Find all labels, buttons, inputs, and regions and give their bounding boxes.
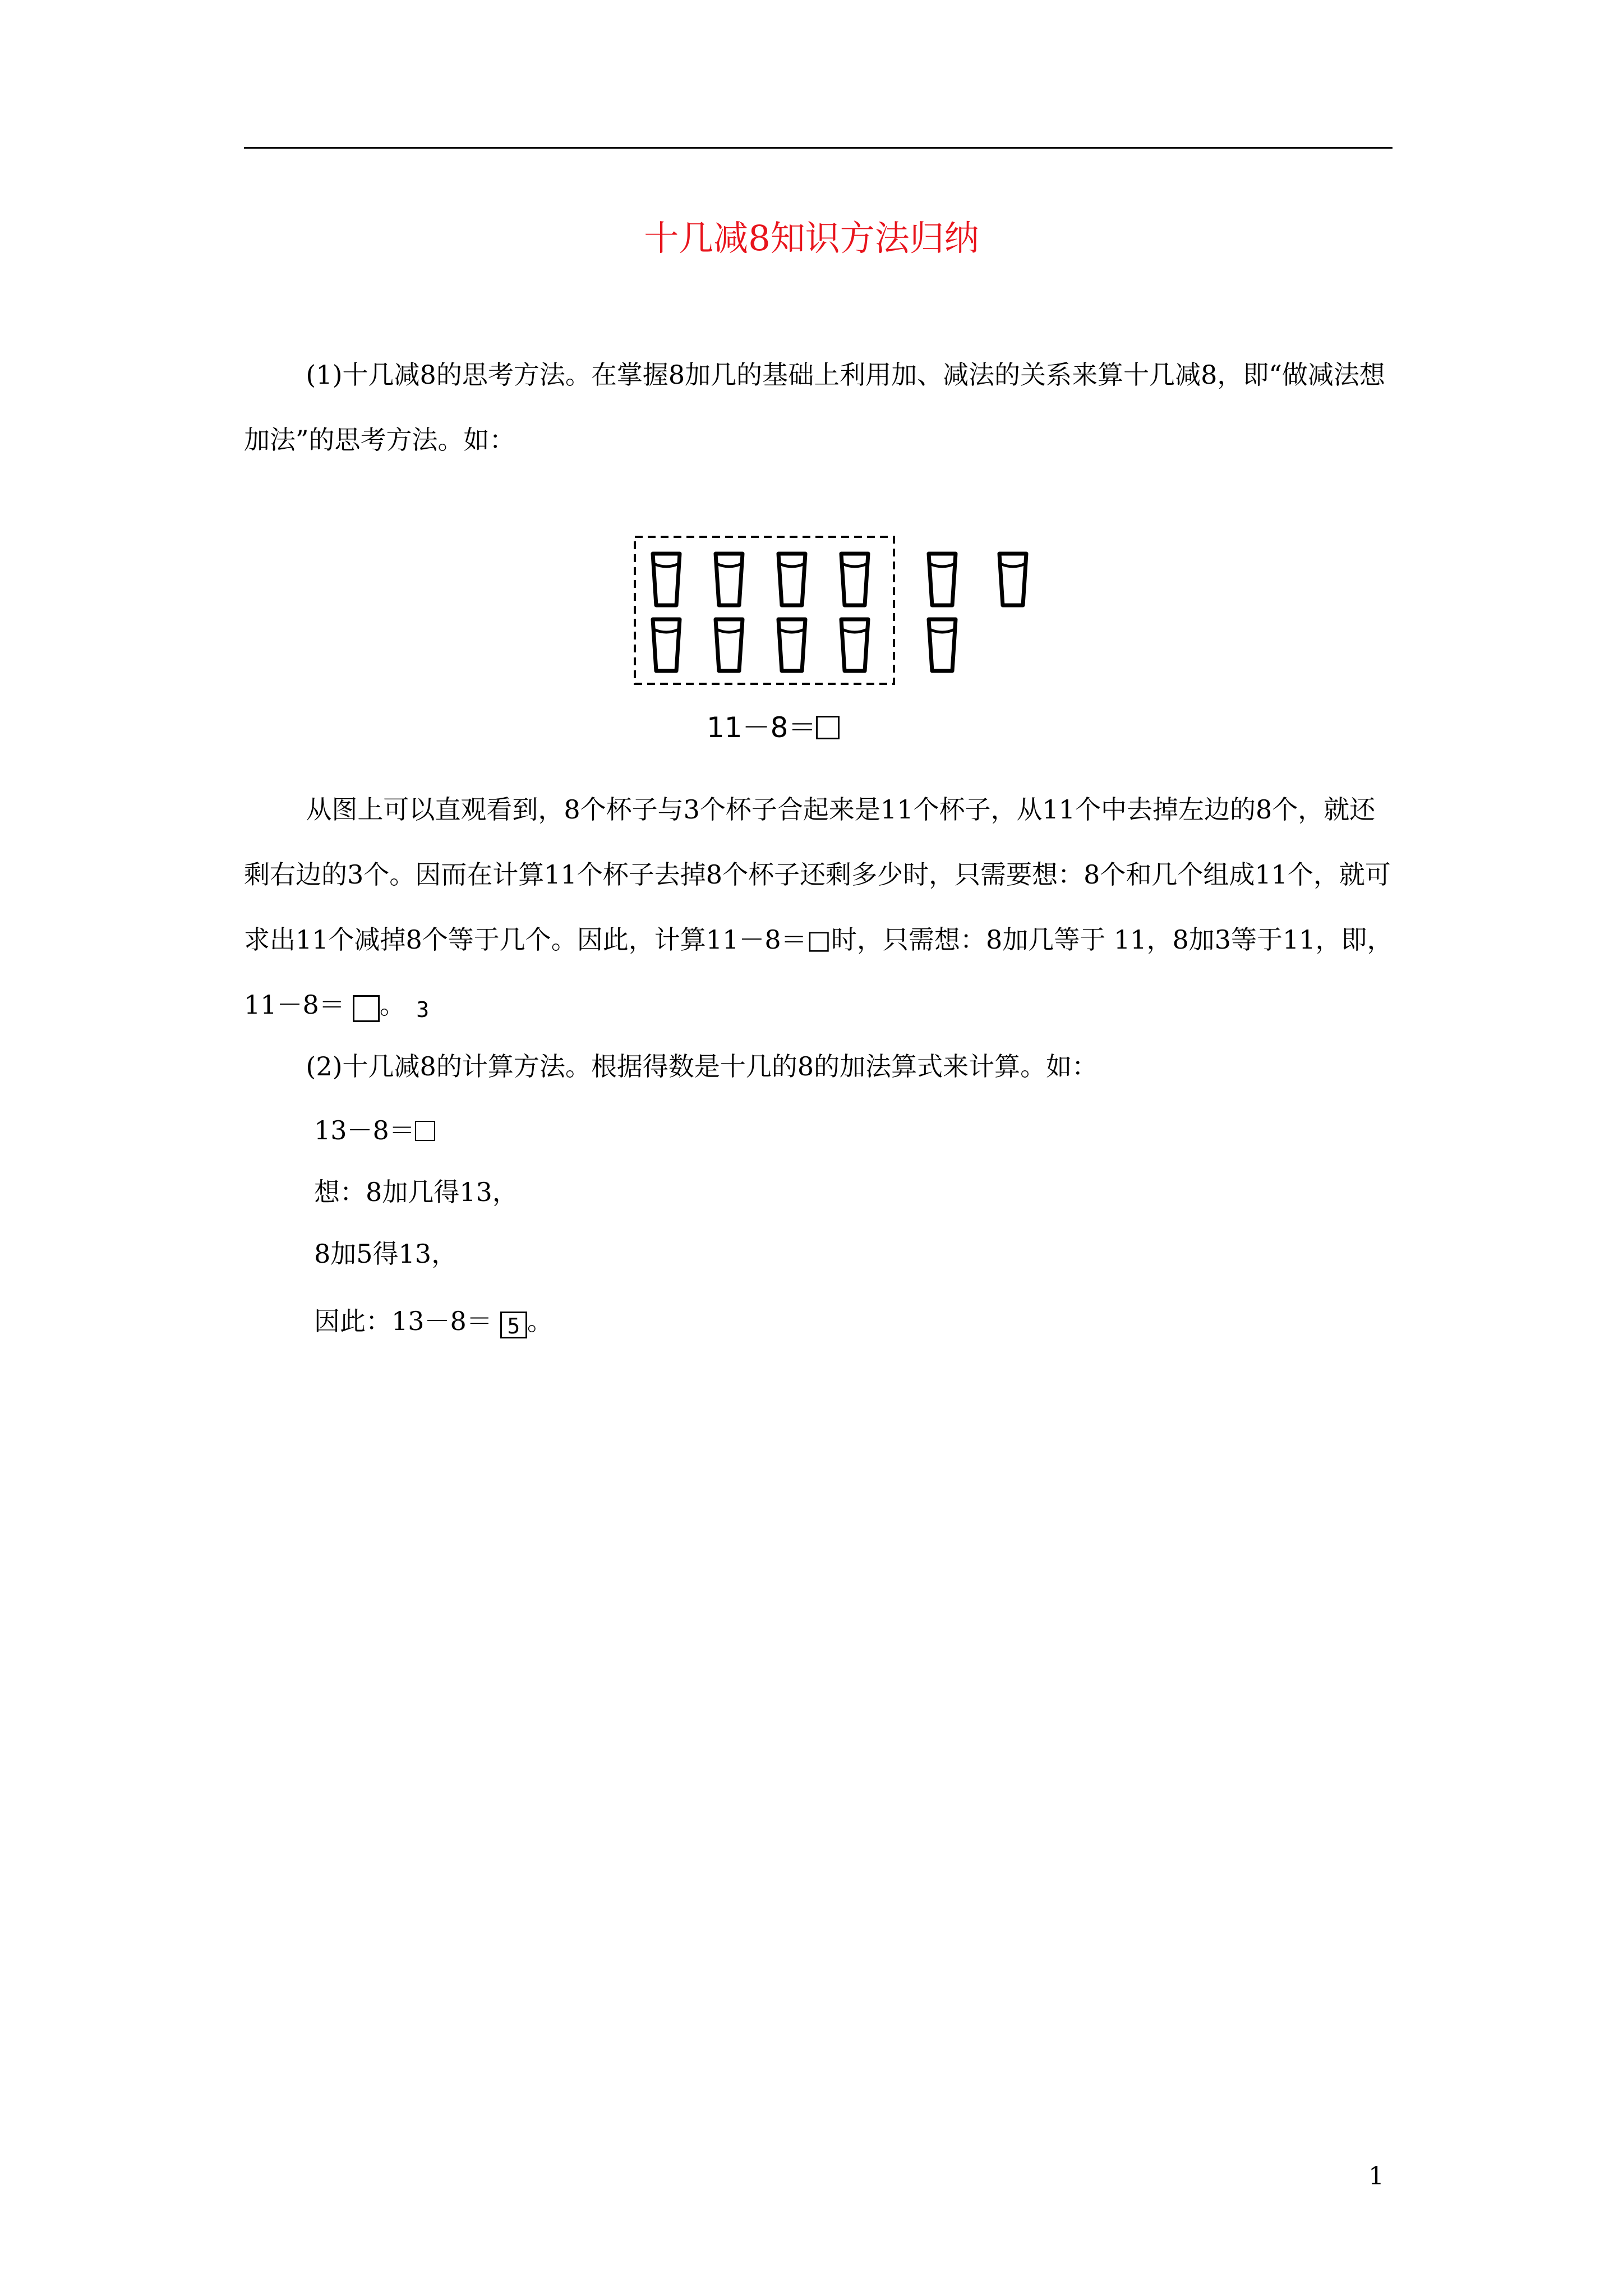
cup-icon	[999, 554, 1026, 605]
cup-icon	[653, 619, 680, 671]
answer-box: 5	[500, 1312, 527, 1338]
cup-icon	[778, 554, 805, 605]
page-number: 1	[1368, 2162, 1384, 2191]
section-1-intro: (1)十几减8的思考方法。在掌握8加几的基础上利用加、减法的关系来算十几减8，即“做减法想加法”的思考方法。如：	[244, 360, 1385, 455]
page-title: 十几减8知识方法归纳	[644, 218, 979, 259]
cup-icon	[716, 554, 743, 605]
figure-equation-text: 11－8＝	[707, 711, 817, 744]
period: 。	[527, 1306, 553, 1336]
section-2-think-2: 8加5得13，	[314, 1239, 458, 1269]
section-2-think-1: 想：8加几得13，	[314, 1177, 518, 1207]
blank-answer-box	[816, 716, 840, 739]
cups-figure	[628, 530, 1054, 754]
cup-icon	[716, 619, 743, 671]
section-2-conclusion	[314, 1304, 553, 1338]
answer-box: 3	[353, 995, 380, 1022]
cup-icon	[653, 554, 680, 605]
cup-icon	[841, 619, 868, 671]
section-2-equation	[314, 1114, 435, 1147]
section-1-explanation	[244, 777, 1394, 1037]
header-rule	[244, 147, 1393, 149]
figure-equation	[707, 708, 840, 747]
section-2-intro: (2)十几减8的计算方法。根据得数是十几的8的加法算式来计算。如：	[306, 1051, 1098, 1082]
cup-icon	[929, 619, 956, 671]
section-1-explanation-text: 从图上可以直观看到，8个杯子与3个杯子合起来是11个杯子，从11个中去掉左边的8个，就还剩右边的3个。因而在计算11个杯子去掉8个杯子还剩多少时，只需要想：8个和几个组成11个，就可求出11个减掉8个等于几个。因此，计算11－8＝□时，只需想：8加几等于 11，8加3等于11，即，11－8＝	[244, 794, 1393, 1020]
period: 。	[379, 990, 405, 1020]
cup-icon	[841, 554, 868, 605]
section-2-conclusion-text: 因此：13－8＝	[314, 1306, 492, 1336]
cup-icon	[778, 619, 805, 671]
blank-answer-box	[415, 1121, 435, 1141]
cup-icon	[929, 554, 956, 605]
section-2-equation-text: 13－8＝	[314, 1115, 415, 1145]
